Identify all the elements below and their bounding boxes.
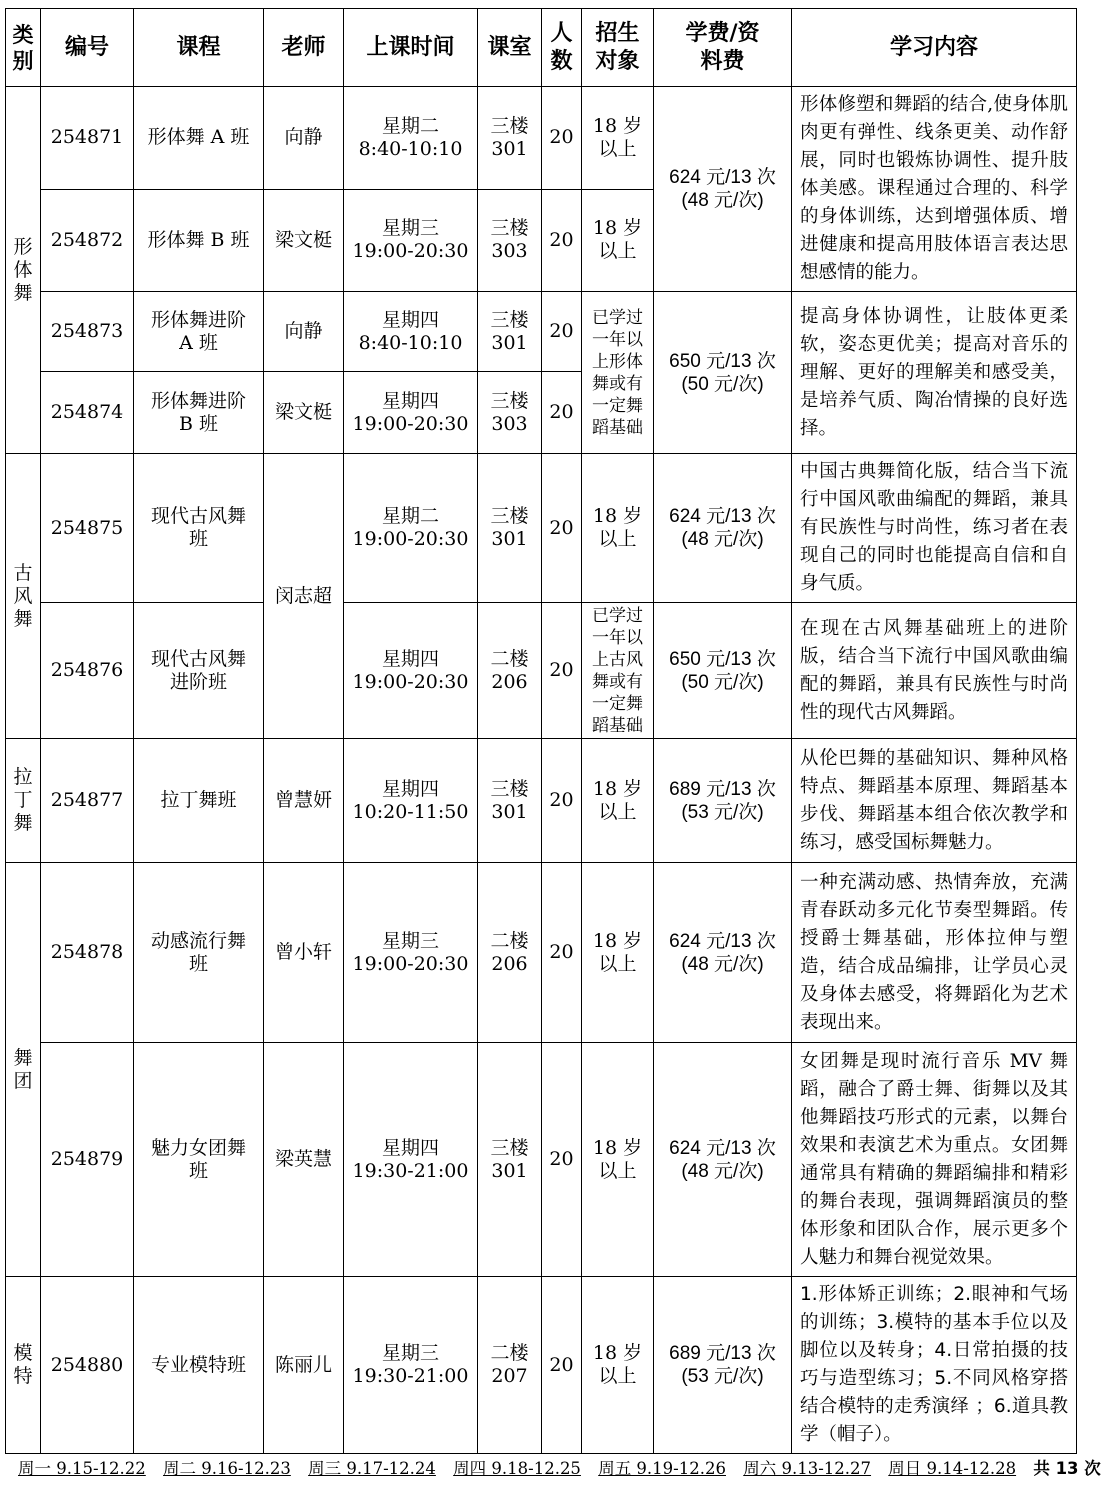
header-fee: 学费/资料费 <box>654 9 792 87</box>
fee-cell <box>654 87 792 292</box>
room-floor: 三楼 <box>490 389 529 412</box>
teacher-cell: 向静 <box>264 292 344 372</box>
room-number: 301 <box>491 1159 528 1182</box>
code-cell: 254880 <box>41 1277 134 1454</box>
fee-per-session: (50 元/次) <box>681 671 764 693</box>
room-floor: 三楼 <box>490 1136 529 1159</box>
total-sessions: 共 13 次 <box>1033 1459 1101 1478</box>
date-range-footer <box>18 1455 1101 1479</box>
category-cell: 拉丁舞 <box>6 739 41 863</box>
code-cell: 254871 <box>41 87 134 190</box>
teacher-cell: 曾慧妍 <box>264 739 344 863</box>
teacher-cell: 闵志超 <box>264 454 344 739</box>
day-text: 星期四 <box>381 389 439 412</box>
time-text: 8:40-10:10 <box>358 137 463 160</box>
room-cell <box>478 189 542 292</box>
time-text: 19:30-21:00 <box>352 1159 469 1182</box>
target-cell: 已学过一年以上形体舞或有一定舞蹈基础 <box>582 292 654 454</box>
header-row <box>6 9 1077 87</box>
count-cell: 20 <box>542 1277 582 1454</box>
count-cell: 20 <box>542 189 582 292</box>
time-text: 10:20-11:50 <box>352 800 469 823</box>
date-range-sun: 周日 9.14-12.28 <box>888 1459 1017 1478</box>
fee-per-session: (53 元/次) <box>681 1366 764 1387</box>
time-cell <box>344 292 478 372</box>
room-number: 206 <box>491 670 528 693</box>
course-schedule-table <box>5 8 1077 1454</box>
table-row <box>6 454 1077 603</box>
room-cell <box>478 603 542 739</box>
course-cell: 形体舞 A 班 <box>134 87 264 190</box>
target-cell: 18 岁以上 <box>582 87 654 190</box>
time-cell <box>344 1043 478 1277</box>
count-cell: 20 <box>542 603 582 739</box>
category-cell: 古风舞 <box>6 454 41 739</box>
time-cell <box>344 603 478 739</box>
day-text: 星期四 <box>381 308 439 331</box>
room-number: 301 <box>491 137 528 160</box>
course-cell: 现代古风舞班 <box>134 454 264 603</box>
target-cell: 已学过一年以上古风舞或有一定舞蹈基础 <box>582 603 654 739</box>
date-range-thu: 周四 9.18-12.25 <box>453 1459 581 1478</box>
day-text: 星期四 <box>381 1136 439 1159</box>
target-cell: 18 岁以上 <box>582 1277 654 1454</box>
fee-total: 624 元/13 次 <box>669 167 776 188</box>
fee-cell <box>654 454 792 603</box>
fee-per-session: (50 元/次) <box>681 373 764 395</box>
course-cell: 形体舞进阶 A 班 <box>134 292 264 372</box>
header-count: 人数 <box>542 9 582 87</box>
table-row <box>6 292 1077 372</box>
fee-cell <box>654 863 792 1043</box>
teacher-cell: 梁英慧 <box>264 1043 344 1277</box>
header-category: 类别 <box>6 9 41 87</box>
content-cell: 形体修塑和舞蹈的结合,使身体肌肉更有弹性、线条更美、动作舒展，同时也锻炼协调性、提升肢体美感。课程通过合理的、科学的身体训练，达到增强体质、增进健康和提高用肢体语言表达思想感情的能力。 <box>792 87 1077 292</box>
teacher-cell: 梁文梃 <box>264 189 344 292</box>
room-number: 301 <box>491 800 528 823</box>
code-cell: 254875 <box>41 454 134 603</box>
fee-cell <box>654 739 792 863</box>
count-cell: 20 <box>542 372 582 454</box>
room-floor: 二楼 <box>490 929 529 952</box>
content-cell: 一种充满动感、热情奔放，充满青春跃动多元化节奏型舞蹈。传授爵士舞基础，形体拉伸与塑造，结合成品编排，让学员心灵及身体去感受，将舞蹈化为艺术表现出来。 <box>792 863 1077 1043</box>
fee-per-session: (48 元/次) <box>681 529 764 550</box>
fee-per-session: (48 元/次) <box>681 190 764 211</box>
count-cell: 20 <box>542 1043 582 1277</box>
room-number: 301 <box>491 331 528 354</box>
room-floor: 三楼 <box>490 114 529 137</box>
count-cell: 20 <box>542 454 582 603</box>
room-cell <box>478 87 542 190</box>
table-row <box>6 87 1077 190</box>
header-teacher: 老师 <box>264 9 344 87</box>
fee-total: 650 元/13 次 <box>669 350 776 372</box>
time-text: 19:00-20:30 <box>352 412 469 435</box>
room-cell <box>478 1043 542 1277</box>
course-cell: 形体舞进阶 B 班 <box>134 372 264 454</box>
time-cell <box>344 863 478 1043</box>
teacher-cell: 曾小轩 <box>264 863 344 1043</box>
date-range-mon: 周一 9.15-12.22 <box>18 1459 146 1478</box>
time-text: 19:00-20:30 <box>352 240 469 263</box>
fee-total: 624 元/13 次 <box>669 930 776 952</box>
table-row <box>6 603 1077 739</box>
time-text: 8:40-10:10 <box>358 331 463 354</box>
room-floor: 三楼 <box>490 217 529 240</box>
code-cell: 254873 <box>41 292 134 372</box>
code-cell: 254877 <box>41 739 134 863</box>
table-row <box>6 1043 1077 1277</box>
course-cell: 魅力女团舞班 <box>134 1043 264 1277</box>
day-text: 星期四 <box>381 647 439 670</box>
course-cell: 形体舞 B 班 <box>134 189 264 292</box>
day-text: 星期三 <box>381 1342 439 1364</box>
time-cell <box>344 1277 478 1454</box>
fee-per-session: (48 元/次) <box>681 1160 764 1182</box>
teacher-cell: 陈丽儿 <box>264 1277 344 1454</box>
course-cell: 拉丁舞班 <box>134 739 264 863</box>
time-cell <box>344 454 478 603</box>
time-text: 19:00-20:30 <box>352 952 469 975</box>
content-cell: 中国古典舞简化版，结合当下流行中国风歌曲编配的舞蹈，兼具有民族性与时尚性，练习者在表现自己的同时也能提高自信和自身气质。 <box>792 454 1077 603</box>
room-cell <box>478 1277 542 1454</box>
code-cell: 254879 <box>41 1043 134 1277</box>
room-floor: 二楼 <box>490 1342 529 1364</box>
day-text: 星期三 <box>381 929 439 952</box>
room-cell <box>478 739 542 863</box>
category-cell: 舞团 <box>6 863 41 1277</box>
fee-total: 650 元/13 次 <box>669 648 776 670</box>
day-text: 星期四 <box>381 777 439 800</box>
room-cell <box>478 292 542 372</box>
code-cell: 254878 <box>41 863 134 1043</box>
fee-total: 689 元/13 次 <box>669 778 776 800</box>
room-number: 303 <box>491 240 528 263</box>
course-cell: 现代古风舞进阶班 <box>134 603 264 739</box>
header-code: 编号 <box>41 9 134 87</box>
course-cell: 专业模特班 <box>134 1277 264 1454</box>
table-row <box>6 863 1077 1043</box>
count-cell: 20 <box>542 87 582 190</box>
fee-cell <box>654 292 792 454</box>
header-room: 课室 <box>478 9 542 87</box>
room-floor: 三楼 <box>490 505 529 527</box>
content-cell: 1.形体矫正训练；2.眼神和气场的训练；3.模特的基本手位以及脚位以及转身；4.日常拍摄的技巧与造型练习；5.不同风格穿搭结合模特的走秀演绎 ；6.道具教学（帽子）。 <box>792 1277 1077 1454</box>
time-text: 19:00-20:30 <box>352 528 469 550</box>
content-cell: 从伦巴舞的基础知识、舞种风格特点、舞蹈基本原理、舞蹈基本步伐、舞蹈基本组合依次教学和练习，感受国标舞魅力。 <box>792 739 1077 863</box>
room-number: 206 <box>491 952 528 975</box>
target-cell: 18 岁以上 <box>582 863 654 1043</box>
category-cell: 模特 <box>6 1277 41 1454</box>
content-cell: 提高身体协调性，让肢体更柔软，姿态更优美；提高对音乐的理解、更好的理解美和感受美，是培养气质、陶冶情操的良好选择。 <box>792 292 1077 454</box>
table-row <box>6 1277 1077 1454</box>
fee-total: 624 元/13 次 <box>669 1137 776 1159</box>
day-text: 星期二 <box>381 505 439 527</box>
fee-per-session: (48 元/次) <box>681 953 764 975</box>
date-range-tue: 周二 9.16-12.23 <box>163 1459 291 1478</box>
day-text: 星期二 <box>381 114 439 137</box>
time-text: 19:30-21:00 <box>352 1365 469 1387</box>
target-cell: 18 岁以上 <box>582 454 654 603</box>
fee-cell <box>654 1277 792 1454</box>
course-cell: 动感流行舞班 <box>134 863 264 1043</box>
content-cell: 女团舞是现时流行音乐 MV 舞蹈，融合了爵士舞、街舞以及其他舞蹈技巧形式的元素，以舞台效果和表演艺术为重点。女团舞通常具有精确的舞蹈编排和精彩的舞台表现，强调舞蹈演员的整体形象和团队合作，展示更多个人魅力和舞台视觉效果。 <box>792 1043 1077 1277</box>
target-cell: 18 岁以上 <box>582 739 654 863</box>
table-row <box>6 739 1077 863</box>
target-cell: 18 岁以上 <box>582 1043 654 1277</box>
category-cell: 形体舞 <box>6 87 41 454</box>
fee-per-session: (53 元/次) <box>681 801 764 823</box>
count-cell: 20 <box>542 292 582 372</box>
room-floor: 三楼 <box>490 308 529 331</box>
code-cell: 254872 <box>41 189 134 292</box>
header-time: 上课时间 <box>344 9 478 87</box>
room-cell <box>478 454 542 603</box>
teacher-cell: 向静 <box>264 87 344 190</box>
date-range-fri: 周五 9.19-12.26 <box>598 1459 726 1478</box>
room-floor: 二楼 <box>490 647 529 670</box>
fee-total: 689 元/13 次 <box>669 1343 776 1364</box>
room-number: 303 <box>491 412 528 435</box>
fee-cell <box>654 603 792 739</box>
count-cell: 20 <box>542 739 582 863</box>
count-cell: 20 <box>542 863 582 1043</box>
room-number: 301 <box>491 528 528 550</box>
room-number: 207 <box>491 1365 528 1387</box>
content-cell: 在现在古风舞基础班上的进阶版，结合当下流行中国风歌曲编配的舞蹈，兼具有民族性与时尚性的现代古风舞蹈。 <box>792 603 1077 739</box>
room-cell <box>478 372 542 454</box>
time-cell <box>344 372 478 454</box>
date-range-wed: 周三 9.17-12.24 <box>308 1459 436 1478</box>
time-text: 19:00-20:30 <box>352 670 469 693</box>
code-cell: 254876 <box>41 603 134 739</box>
time-cell <box>344 87 478 190</box>
code-cell: 254874 <box>41 372 134 454</box>
header-target: 招生对象 <box>582 9 654 87</box>
fee-total: 624 元/13 次 <box>669 506 776 527</box>
room-floor: 三楼 <box>490 777 529 800</box>
date-range-sat: 周六 9.13-12.27 <box>743 1459 872 1478</box>
fee-cell <box>654 1043 792 1277</box>
header-content: 学习内容 <box>792 9 1077 87</box>
teacher-cell: 梁文梃 <box>264 372 344 454</box>
time-cell <box>344 739 478 863</box>
day-text: 星期三 <box>381 217 439 240</box>
target-cell: 18 岁以上 <box>582 189 654 292</box>
header-course: 课程 <box>134 9 264 87</box>
room-cell <box>478 863 542 1043</box>
time-cell <box>344 189 478 292</box>
